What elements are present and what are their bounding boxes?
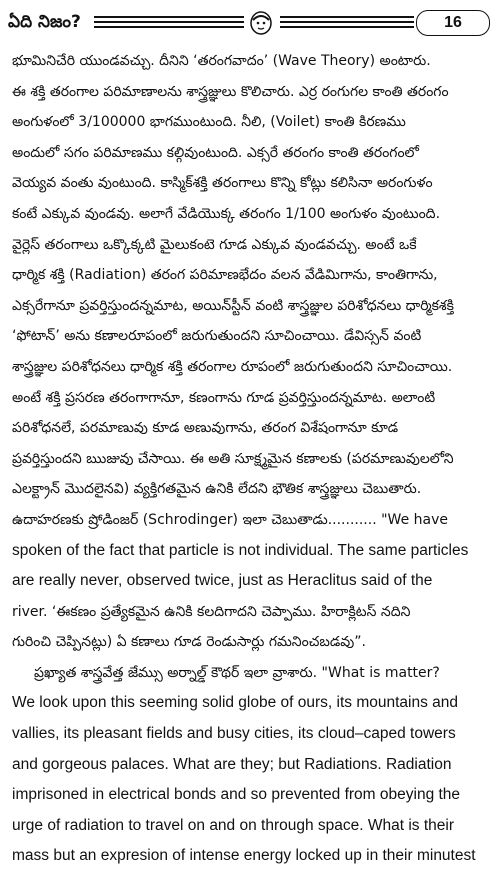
text-line: అంటే శక్తి ప్రసరణ తరంగాగానూ, కణంగాను గూడ ప్రవర్తిస్తుందన్నమాట. అలాంటి <box>12 389 436 406</box>
header-rule-left <box>94 16 244 30</box>
text-line: కంటే ఎక్కువ వుండవు. అలాగే వేడియొక్క తరంగం 1/100 అంగుళం వుంటుంది. <box>12 205 441 222</box>
text-line: spoken of the fact that particle is not individual. The same particles <box>12 541 469 559</box>
text-line: భూమినిచేరి యుండవచ్చు. దీనిని ‘తరంగవాదం’ (Wave Theory) అంటారు. <box>12 53 431 69</box>
header-rule-right <box>280 16 414 30</box>
text-line: వెయ్యవ వంతు వుంటుంది. కాస్మిక్‌శక్తి తరంగాలు కొన్ని కోట్లు కలిసినా అరంగుళం <box>12 175 433 192</box>
text-line: వైర్లెస్ తరంగాలు ఒక్కొక్కటి మైలుకంటె గూడ ఎక్కువ వుండవచ్చు. అంటే ఒకే <box>12 236 417 253</box>
text-line: అందులో సగం పరిమాణము కల్గివుంటుంది. ఎక్సరే తరంగం కాంతి తరంగంలో <box>12 144 419 161</box>
author-portrait-icon <box>244 10 278 36</box>
text-line: ధార్మిక శక్తి (Radiation) తరంగ పరిమాణభేదం వలన వేడిమిగాను, కాంతిగాను, <box>12 267 438 284</box>
text-line: గురించి చెప్పినట్లు) ఏ కణాలు గూడ రెండుసార్లు గమనించబడవు”. <box>12 634 366 651</box>
text-line: are really never, observed twice, just as Heraclitus said of the <box>12 572 433 590</box>
text-line: ఉదాహరణకు ష్రోడింజర్ (Schrodinger) ఇలా చెబుతాడు........... "We have <box>12 511 448 528</box>
text-line: ప్రవర్తిస్తుందని ఋజువు చేసాయి. ఈ అతి సూక్ష్మమైన కణాలకు (పరమాణువులలోని <box>12 450 454 467</box>
text-line: urge of radiation to travel on and on through space. What is their <box>12 816 455 834</box>
text-line: vallies, its pleasant fields and busy cities, its cloud–caped towers <box>12 725 456 743</box>
text-line: ‘ఫోటాన్’ అను కణాలరూపంలో జరుగుతుందని సూచించాయి. డేవిస్సన్ వంటి <box>12 328 422 345</box>
page-header <box>8 10 494 40</box>
text-line: mass but an expresion of intense energy locked up in their minutest <box>12 847 476 865</box>
body-text <box>12 46 490 872</box>
text-line: అంగుళంలో 3/100000 భాగముంటుంది. నీలి, (Voilet) కాంతి కిరణము <box>12 114 406 131</box>
text-line: We look upon this seeming solid globe of ours, its mountains and <box>12 694 459 712</box>
text-line: ఎక్సరేగానూ ప్రవర్తిస్తుందన్నమాట, అయిన్‌స్టీన్ వంటి శాస్త్రజ్ఞుల పరిశోధనలు ధార్మికశక్తి <box>12 297 454 314</box>
text-line: ఎలక్ట్రాన్ మొదలైనవి) వ్యక్తిగతమైన ఉనికి లేదని భౌతిక శాస్త్రజ్ఞులు చెబుతారు. <box>12 481 422 498</box>
text-line: శాస్త్రజ్ఞుల పరిశోధనలు ధార్మిక శక్తి తరంగాల రూపంలో జరుగుతుందని సూచించాయి. <box>12 358 453 375</box>
text-line: river. ‘ఈకణం ప్రత్యేకమైన ఉనికి కలదిగాదని చెప్పాము. హిరాక్లిటస్ నదిని <box>12 603 411 620</box>
text-line: ఈ శక్తి తరంగాల పరిమాణాలను శాస్త్రజ్ఞులు కొలిచారు. ఎర్ర రంగుగల కాంతి తరంగం <box>12 83 449 100</box>
page-number: 16 <box>416 10 490 36</box>
text-line: ప్రఖ్యాత శాస్త్రవేత్త జేమ్సు అర్నాల్డ్ కౌథర్ ఇలా వ్రాశారు. "What is matter? <box>34 664 440 681</box>
text-line: పరిశోధనలే, పరమాణువు కూడ అణువుగాను, తరంగ విశేషంగానూ కూడ <box>12 420 399 437</box>
running-title: ఏది నిజం? <box>8 12 81 32</box>
text-line: imprisoned in electrical bonds and so prevented from obeying the <box>12 786 461 804</box>
text-line: and gorgeous palaces. What are they; but Radiations. Radiation <box>12 755 452 773</box>
